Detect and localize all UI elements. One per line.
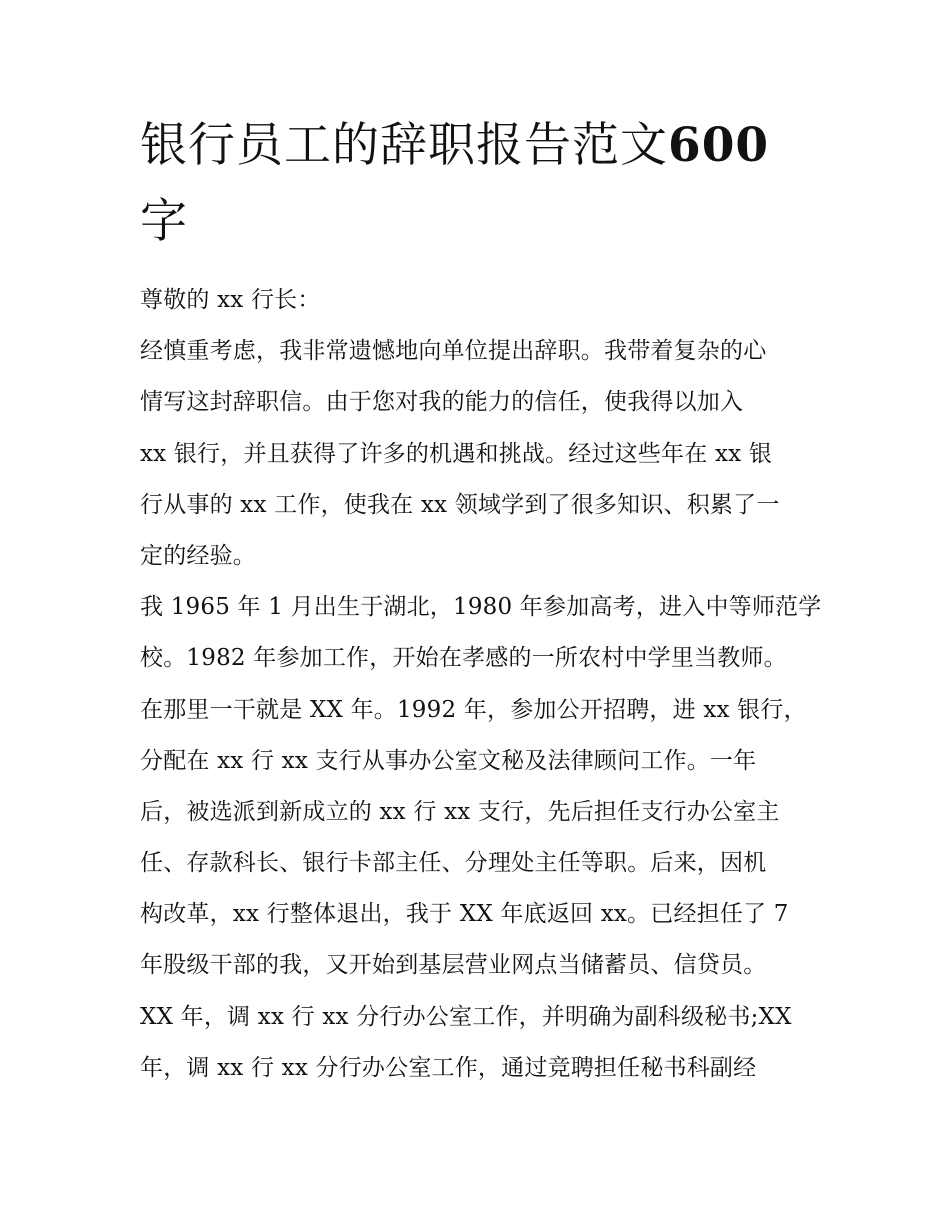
body-line: 情写这封辞职信。由于您对我的能力的信任，使我得以加入 <box>140 389 744 416</box>
title-text: 银行员工的辞职报告范文 <box>140 118 668 173</box>
body-line: 后，被选派到新成立的 xx 行 xx 支行，先后担任支行办公室主 <box>140 798 780 825</box>
body-line: xx 银行，并且获得了许多的机遇和挑战。经过这些年在 xx 银 <box>140 440 773 467</box>
body-line: XX 年，调 xx 行 xx 分行办公室工作，并明确为副科级秘书;XX <box>140 1003 792 1030</box>
body-line: 年股级干部的我，又开始到基层营业网点当储蓄员、信贷员。 <box>140 952 767 979</box>
body-line: 年，调 xx 行 xx 分行办公室工作，通过竞聘担任秘书科副经 <box>140 1054 757 1081</box>
body-line: 行从事的 xx 工作，使我在 xx 领域学到了很多知识、积累了一 <box>140 491 780 518</box>
document-title <box>140 108 820 260</box>
body-line: 经慎重考虑，我非常遗憾地向单位提出辞职。我带着复杂的心 <box>140 338 767 365</box>
body-line: 分配在 xx 行 xx 支行从事办公室文秘及法律顾问工作。一年 <box>140 747 757 774</box>
document-body <box>140 275 820 1094</box>
title-text-end: 字 <box>140 194 188 249</box>
body-line: 定的经验。 <box>140 542 256 569</box>
body-line: 构改革，xx 行整体退出，我于 XX 年底返回 xx。已经担任了 7 <box>140 901 789 928</box>
body-line: 在那里一干就是 XX 年。1992 年，参加公开招聘，进 xx 银行， <box>140 696 807 723</box>
body-line: 任、存款科长、银行卡部主任、分理处主任等职。后来，因机 <box>140 850 767 877</box>
salutation-line: 尊敬的 xx 行长： <box>140 287 321 313</box>
title-number: 600 <box>668 118 770 173</box>
body-line: 校。1982 年参加工作，开始在孝感的一所农村中学里当教师。 <box>140 645 787 672</box>
body-line: 我 1965 年 1 月出生于湖北，1980 年参加高考，进入中等师范学 <box>140 594 822 621</box>
